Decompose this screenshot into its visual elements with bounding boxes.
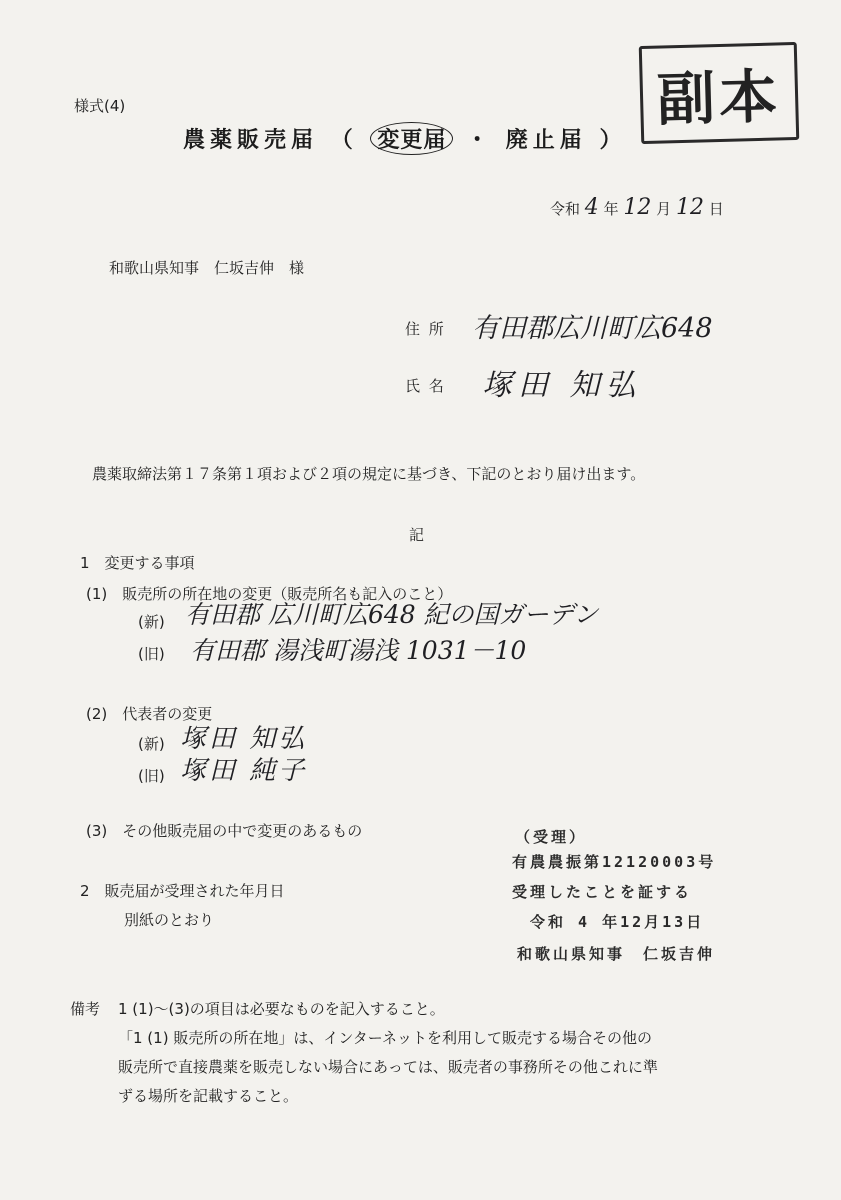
address-label: 住 所 (405, 320, 446, 338)
date-day-unit: 日 (708, 200, 724, 218)
item1-new-label: (新) (138, 613, 165, 631)
receipt-number: 有農農振第12120003号 (512, 853, 717, 871)
statement: 農薬取締法第１７条第１項および２項の規定に基づき、下記のとおり届け出ます。 (92, 465, 646, 483)
receipt-stamp-title: （受理） (515, 828, 588, 846)
receipt-date: 令和 4 年12月13日 (530, 913, 705, 931)
section2-body: 別紙のとおり (124, 911, 215, 929)
title-main: 農薬販売届 (183, 128, 319, 153)
document-title (183, 122, 626, 155)
item1-new-value: 有田郡 広川町広648 紀の国ガーデン (185, 600, 599, 629)
date-year: 4 (584, 195, 599, 220)
notes-line-2: 「1 (1) 販売所の所在地」は、インターネットを利用して販売する場合その他の (118, 1029, 652, 1047)
submission-date (550, 195, 724, 220)
item2-new-label: (新) (138, 735, 165, 753)
item1-old-value: 有田郡 湯浅町湯浅 1031－10 (190, 636, 527, 665)
item1-old-label: (旧) (138, 645, 165, 663)
notes-line-3: 販売所で直接農薬を販売しない場合にあっては、販売者の事務所その他これに準 (118, 1058, 658, 1076)
date-month-unit: 月 (656, 200, 672, 218)
item2-label: (2) 代表者の変更 (86, 705, 213, 723)
notes-line-4: ずる場所を記載すること。 (118, 1087, 299, 1105)
title-paren-open: （ (330, 128, 358, 153)
item2-new-value: 塚田 知弘 (180, 724, 308, 754)
form-number: 様式(4) (74, 97, 126, 115)
date-era: 令和 (550, 200, 581, 218)
section2-heading: 2 販売届が受理された年月日 (80, 882, 285, 900)
name-value: 塚田 知弘 (482, 368, 642, 403)
receipt-certification: 受理したことを証する (512, 883, 693, 901)
copy-stamp: 副本 (639, 42, 800, 144)
title-circled-option: 変更届 (370, 122, 453, 155)
title-separator: ・ (466, 128, 494, 153)
ki-heading: 記 (409, 526, 425, 544)
title-paren-close: ） (599, 128, 627, 153)
date-month: 12 (623, 195, 652, 220)
date-year-unit: 年 (603, 200, 619, 218)
title-other-option: 廃止届 (505, 128, 587, 153)
item2-old-label: (旧) (138, 767, 165, 785)
name-label: 氏 名 (405, 377, 446, 395)
item3-label: (3) その他販売届の中で変更のあるもの (86, 822, 363, 840)
addressee: 和歌山県知事 仁坂吉伸 様 (109, 259, 305, 277)
notes-line-1: 1 (1)～(3)の項目は必要なものを記入すること。 (118, 1000, 445, 1018)
item1-label: (1) 販売所の所在地の変更（販売所名も記入のこと） (86, 585, 453, 603)
section1-heading: 1 変更する事項 (80, 554, 195, 572)
item2-old-value: 塚田 純子 (180, 756, 308, 786)
date-day: 12 (675, 195, 704, 220)
notes-label: 備考 (70, 1000, 101, 1018)
address-value: 有田郡広川町広648 (472, 313, 713, 344)
receipt-issuer: 和歌山県知事 仁坂吉伸 (517, 945, 716, 963)
